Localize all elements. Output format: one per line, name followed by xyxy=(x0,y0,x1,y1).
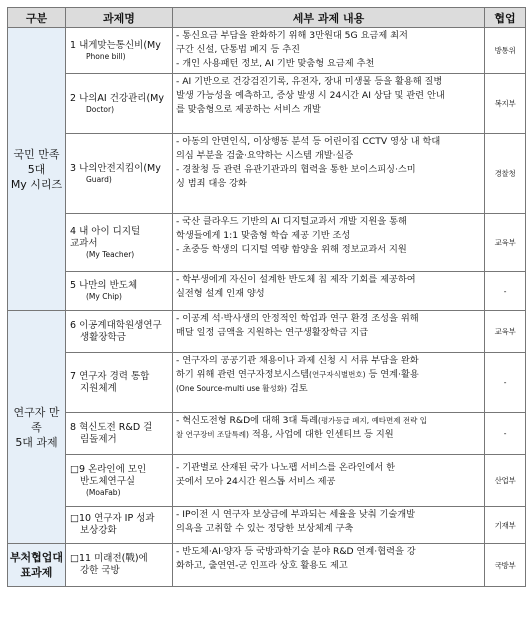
table-row xyxy=(8,214,526,272)
detail-line: - AI 기반으로 건강검진기록, 유전자, 장내 미생물 등을 활용해 질병 xyxy=(176,76,443,87)
org-cell: 교육부 xyxy=(485,214,526,272)
task-name xyxy=(66,134,173,214)
task-number: 7 xyxy=(70,370,77,382)
task-number: 4 xyxy=(70,225,77,237)
task-title: 혁신도전 R&D 걸 xyxy=(79,421,153,433)
task-title: 나의안전지킴이(My xyxy=(79,162,161,174)
task-title: 연구자 IP 성과 xyxy=(94,513,155,524)
task-title-line2: 지원체계 xyxy=(80,382,117,394)
detail-small-text: (연구자식별번호) xyxy=(309,370,366,379)
table-row xyxy=(8,507,526,544)
detail-line: 학생들에게 1:1 맞춤형 학습 제공 기반 조성 xyxy=(176,230,351,241)
org-cell: - xyxy=(485,353,526,413)
task-title-line2: 생활장학금 xyxy=(80,331,126,343)
task-number: 2 xyxy=(70,92,77,104)
table-row xyxy=(8,455,526,507)
detail-line: 발생 가능성을 예측하고, 증상 발생 시 24시간 AI 상담 및 관련 안내 xyxy=(176,90,445,101)
task-detail xyxy=(173,353,485,413)
task-detail xyxy=(173,544,485,587)
task-title: 내 아이 디지털 xyxy=(79,225,141,237)
table-header-row xyxy=(8,8,526,28)
task-number: □10 xyxy=(70,513,92,524)
task-title-line2: 강한 국방 xyxy=(80,565,120,576)
header-task: 과제명 xyxy=(66,8,173,28)
detail-line: - 국산 클라우드 기반의 AI 디지털교과서 개발 지원을 통해 xyxy=(176,216,407,227)
task-title-en: (My Chip) xyxy=(86,292,122,301)
task-title: 온라인에 모인 xyxy=(88,463,147,475)
org-cell: - xyxy=(485,413,526,455)
task-title-en: (My Teacher) xyxy=(86,249,135,259)
task-name xyxy=(66,413,173,455)
detail-line: - 연구자의 공공기관 채용이나 과제 신청 시 서류 부담을 완화 xyxy=(176,355,419,366)
detail-small-text: (평가등급 폐지, 예타면제 전략 입 xyxy=(318,416,428,425)
detail-text: - 혁신도전형 R&D에 대해 3대 특례 xyxy=(176,415,319,426)
org-cell: 교육부 xyxy=(485,311,526,353)
task-number: 1 xyxy=(70,39,77,51)
task-detail xyxy=(173,455,485,507)
org-cell: 복지부 xyxy=(485,74,526,134)
detail-text: 검토 xyxy=(286,383,308,394)
task-number: □11 xyxy=(70,553,92,564)
detail-line: 화하고, 출연연-군 인프라 상호 활용도 제고 xyxy=(176,560,348,571)
task-name xyxy=(66,455,173,507)
category-label: 부처협업대 표과제 xyxy=(9,551,64,579)
task-name xyxy=(66,28,173,74)
org-cell: - xyxy=(485,272,526,311)
org-cell: 방통위 xyxy=(485,28,526,74)
task-title-en: Phone bill) xyxy=(86,51,126,61)
task-number: 6 xyxy=(70,319,77,331)
detail-line: 싱 범죄 대응 강화 xyxy=(176,178,247,189)
task-name xyxy=(66,74,173,134)
task-number: 5 xyxy=(70,280,77,291)
task-title-line2: 반도체연구실 xyxy=(80,475,136,487)
detail-line: 를 맞춤형으로 제공하는 서비스 개발 xyxy=(176,104,321,115)
task-name xyxy=(66,507,173,544)
category-interministry xyxy=(8,544,66,587)
org-cell: 국방부 xyxy=(485,544,526,587)
org-cell: 경찰청 xyxy=(485,134,526,214)
detail-line xyxy=(176,428,481,442)
detail-line: 곳에서 모아 24시간 원스톱 서비스 제공 xyxy=(176,476,336,487)
table-row xyxy=(8,28,526,74)
detail-line: - IP이전 시 연구자 보상금에 부과되는 세율을 낮춰 기술개발 xyxy=(176,509,416,520)
detail-line xyxy=(176,414,481,428)
header-category: 구분 xyxy=(8,8,66,28)
detail-line: - 반도체·AI·양자 등 국방과학기술 분야 R&D 연계·협력을 강 xyxy=(176,546,416,557)
task-detail xyxy=(173,214,485,272)
task-number: 8 xyxy=(70,421,77,433)
detail-line: 구간 신설, 단통법 폐지 등 추진 xyxy=(176,44,301,55)
task-number: □9 xyxy=(70,463,86,475)
detail-line: - 경찰청 등 관련 유관기관과의 협력을 통한 보이스피싱·스미 xyxy=(176,164,416,175)
task-title-en: Guard) xyxy=(86,174,112,184)
task-title: 나의AI 건강관리(My xyxy=(79,92,164,104)
task-detail xyxy=(173,311,485,353)
table-row xyxy=(8,544,526,587)
table-row xyxy=(8,272,526,311)
org-cell: 기재부 xyxy=(485,507,526,544)
org-cell: 산업부 xyxy=(485,455,526,507)
detail-small-text: 찰 연구장비 조달특례) xyxy=(176,430,249,439)
task-title: 미래전(戰)에 xyxy=(94,553,148,564)
table-row xyxy=(8,74,526,134)
table-row xyxy=(8,134,526,214)
detail-line xyxy=(176,368,481,382)
task-title-en: (MoaFab) xyxy=(86,487,121,497)
detail-line: - 개인 사용패턴 정보, AI 기반 맞춤형 요금제 추천 xyxy=(176,58,375,69)
task-title-en: Doctor) xyxy=(86,104,115,114)
category-researcher xyxy=(8,311,66,544)
task-detail xyxy=(173,134,485,214)
category-label: 연구자 만 족 5대 과제 xyxy=(13,405,60,449)
task-title-line2: 교과서 xyxy=(70,237,98,249)
task-name xyxy=(66,311,173,353)
detail-line: - 초중등 학생의 디지털 역량 함양을 위해 정보교과서 지원 xyxy=(176,244,407,255)
task-title-line2: 보상강화 xyxy=(80,525,117,536)
task-name xyxy=(66,353,173,413)
task-table-page xyxy=(7,7,525,587)
task-title: 내게맞는통신비(My xyxy=(79,39,161,51)
task-detail xyxy=(173,413,485,455)
detail-line: 실전형 설계 인재 양성 xyxy=(176,288,265,299)
task-table xyxy=(7,7,526,587)
category-my-series xyxy=(8,28,66,311)
task-name xyxy=(66,272,173,311)
table-row xyxy=(8,353,526,413)
detail-text: 등 연계·활용 xyxy=(365,369,419,380)
task-detail xyxy=(173,507,485,544)
detail-small-text: (One Source-multi use 활성화) xyxy=(176,384,287,393)
task-number: 3 xyxy=(70,162,77,174)
detail-text: 적용, 사업에 대한 인센티브 등 지원 xyxy=(248,429,394,440)
header-detail: 세부 과제 내용 xyxy=(173,8,485,28)
task-title: 연구자 경력 통합 xyxy=(79,370,150,382)
task-detail xyxy=(173,74,485,134)
detail-line: - 기관별로 산재된 국가 나노팹 서비스를 온라인에서 한 xyxy=(176,462,396,473)
detail-line: - 이공계 석·박사생의 안정적인 학업과 연구 환경 조성을 위해 xyxy=(176,313,419,324)
detail-line: - 아동의 안면인식, 이상행동 분석 등 어린이집 CCTV 영상 내 학대 xyxy=(176,136,441,147)
task-title-line2: 림돌제거 xyxy=(80,433,117,445)
detail-text: 하기 위해 관련 연구자정보시스템 xyxy=(176,369,310,380)
category-label: 국민 만족 5대 My 시리즈 xyxy=(10,147,63,191)
task-detail xyxy=(173,272,485,311)
table-row xyxy=(8,311,526,353)
detail-line: 의심 부분을 검출·요약하는 시스템 개발·실증 xyxy=(176,150,354,161)
detail-line xyxy=(176,382,481,396)
table-row xyxy=(8,413,526,455)
header-org: 협업 xyxy=(485,8,526,28)
task-title: 이공계대학원생연구 xyxy=(79,319,162,331)
detail-line: 매달 일정 금액을 지원하는 연구생활장학금 지급 xyxy=(176,327,369,338)
task-title: 나만의 반도체 xyxy=(79,280,138,291)
detail-line: - 통신요금 부담을 완화하기 위해 3만원대 5G 요금제 최저 xyxy=(176,30,408,41)
detail-line: 의욕을 고취할 수 있는 정당한 보상체계 구축 xyxy=(176,523,354,534)
task-name xyxy=(66,214,173,272)
task-detail xyxy=(173,28,485,74)
task-name xyxy=(66,544,173,587)
detail-line: - 학부생에게 자신이 설계한 반도체 칩 제작 기회를 제공하여 xyxy=(176,274,416,285)
